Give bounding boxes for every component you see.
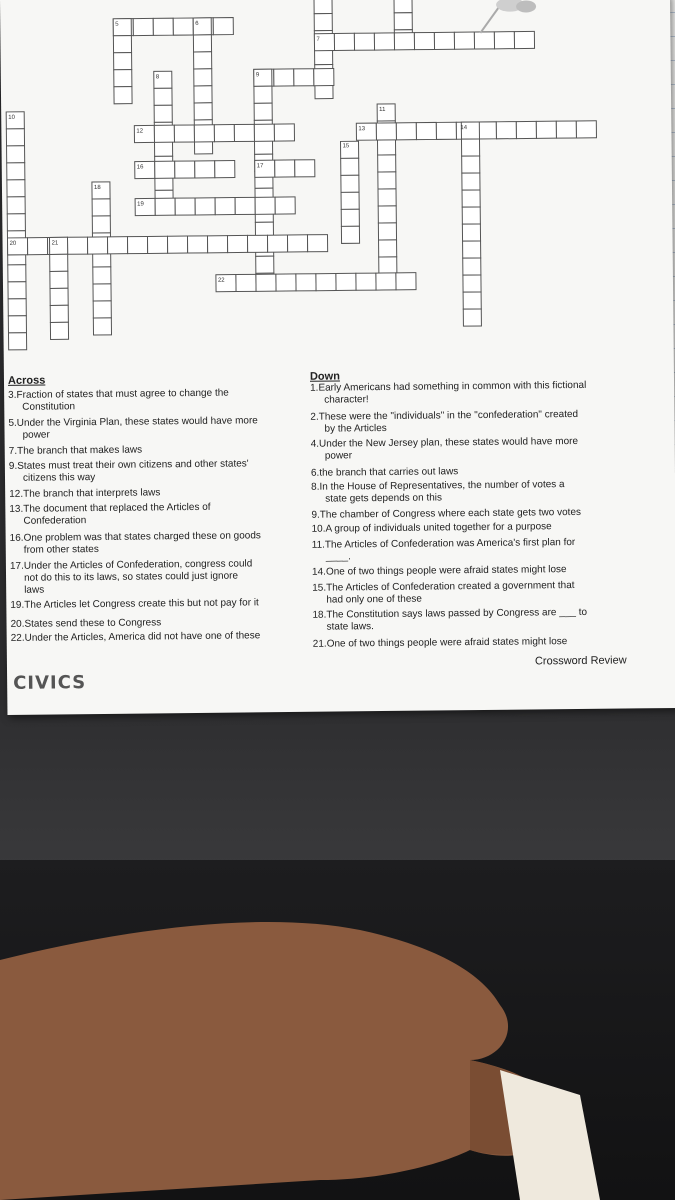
grid-cell[interactable] (496, 122, 516, 139)
down-clue (310, 409, 578, 436)
clue-text-continued: ____. (325, 551, 351, 563)
grid-cell[interactable] (276, 274, 296, 291)
grid-cell[interactable] (114, 53, 132, 70)
grid-cell[interactable] (275, 197, 295, 214)
clue-number: 17. (9, 560, 24, 572)
grid-number: 5 (115, 21, 119, 28)
grid-cell[interactable] (93, 284, 111, 301)
grid-cell[interactable] (7, 197, 25, 214)
grid-cell[interactable] (516, 121, 536, 138)
clue-text: The Articles of Confederation created a government that (326, 580, 575, 594)
grid-cell[interactable] (378, 189, 396, 206)
clue-text-continued: power (324, 450, 353, 462)
clue-text-continued: state laws. (326, 621, 374, 633)
grid-cell[interactable] (462, 156, 480, 173)
grid-number: 21 (51, 240, 59, 247)
grid-cell[interactable] (195, 161, 215, 178)
grid-cell[interactable] (462, 190, 480, 207)
clue-text-continued: laws (24, 584, 45, 596)
across-clue (8, 415, 258, 442)
grid-cell[interactable] (378, 206, 396, 223)
grid-cell[interactable] (153, 18, 173, 35)
clue-text: Under the New Jersey plan, these states would have more (318, 435, 579, 450)
clue-text-continued: Constitution (22, 401, 76, 413)
grid-cell[interactable] (376, 273, 396, 290)
grid-cell[interactable] (341, 175, 359, 192)
across-clue (9, 502, 210, 528)
grid-number: 18 (93, 184, 101, 192)
grid-cell[interactable] (267, 235, 287, 252)
grid-cell[interactable] (341, 209, 359, 226)
grid-cell[interactable] (133, 18, 153, 35)
clue-number: 4. (310, 438, 320, 450)
grid-cell[interactable] (235, 197, 255, 214)
grid-cell[interactable] (7, 214, 25, 231)
grid-cell[interactable] (436, 122, 456, 139)
clue-text: The branch that makes laws (17, 444, 143, 457)
grid-cell[interactable] (295, 160, 315, 177)
grid-cell[interactable] (93, 318, 111, 335)
grid-cell[interactable] (154, 105, 172, 122)
grid-cell[interactable] (6, 129, 24, 146)
down-clue (311, 436, 579, 463)
clue-text: States send these to Congress (24, 617, 162, 630)
grid-cell[interactable] (50, 305, 68, 322)
grid-cell[interactable] (8, 282, 26, 299)
grid-cell[interactable] (341, 192, 359, 209)
grid-number: 14 (460, 125, 468, 132)
grid-cell[interactable] (214, 125, 234, 142)
clue-text: One problem was that states charged these on goods (23, 530, 261, 544)
grid-number: 8 (155, 74, 160, 81)
grid-cell[interactable] (93, 267, 111, 284)
grid-cell[interactable] (354, 33, 374, 50)
grid-cell[interactable] (396, 123, 416, 140)
across-clue (10, 617, 161, 631)
clue-text: The Constitution says laws passed by Congress are ___ to (326, 606, 588, 621)
grid-cell[interactable] (107, 237, 127, 254)
across-clue (9, 458, 249, 485)
clue-text: These were the "individuals" in the "confederation" created (318, 408, 579, 423)
grid-cell[interactable] (256, 274, 276, 291)
clue-text: One of two things people were afraid states might lose (326, 636, 568, 650)
grid-number: 6 (195, 20, 199, 27)
grid-cell[interactable] (341, 158, 359, 175)
grid-cell[interactable] (194, 86, 212, 103)
grid-cell[interactable] (174, 125, 194, 142)
grid-cell[interactable] (247, 235, 267, 252)
grid-cell[interactable] (254, 103, 272, 120)
clue-text: Under the Articles of Confederation, congress could (23, 558, 253, 572)
grid-cell[interactable] (215, 161, 235, 178)
grid-cell[interactable] (175, 161, 195, 178)
clue-number: 8. (311, 481, 320, 493)
grid-cell[interactable] (341, 226, 359, 243)
clue-text: Under the Virginia Plan, these states would have more (16, 415, 258, 429)
clue-number: 11. (311, 539, 325, 551)
grid-number: 13 (358, 126, 366, 133)
grid-cell[interactable] (416, 122, 436, 139)
across-clue (10, 597, 259, 612)
grid-cell[interactable] (114, 87, 132, 104)
clue-number: 5. (8, 417, 17, 429)
down-clue (312, 607, 587, 634)
grid-cell[interactable] (254, 124, 274, 141)
crossword-grid (0, 0, 674, 370)
grid-cell[interactable] (155, 198, 175, 215)
down-clue (312, 580, 575, 607)
grid-cell[interactable] (113, 36, 131, 53)
grid-cell[interactable] (227, 235, 247, 252)
clue-text-continued: power (22, 429, 50, 441)
grid-cell[interactable] (92, 199, 110, 216)
grid-cell[interactable] (167, 236, 187, 253)
grid-cell[interactable] (334, 33, 354, 50)
grid-cell[interactable] (296, 274, 316, 291)
grid-cell[interactable] (194, 125, 214, 142)
down-clue (313, 636, 568, 651)
down-clue (311, 466, 458, 480)
grid-cell[interactable] (87, 237, 107, 254)
across-heading: Across (7, 374, 46, 387)
grid-cell[interactable] (307, 235, 327, 252)
grid-cell[interactable] (556, 121, 576, 138)
table-surface (0, 700, 675, 880)
down-clue (312, 564, 567, 579)
grid-cell[interactable] (50, 254, 68, 271)
grid-cell[interactable] (50, 322, 68, 339)
grid-cell[interactable] (379, 240, 397, 257)
grid-cell[interactable] (394, 33, 414, 50)
clue-number: 9. (8, 460, 18, 472)
clue-number: 9. (311, 509, 320, 521)
grid-number: 12 (136, 128, 144, 135)
grid-cell[interactable] (195, 198, 215, 215)
clue-number: 22. (10, 632, 25, 644)
grid-number: 11 (379, 106, 386, 114)
grid-cell[interactable] (213, 18, 233, 35)
clue-number: 1. (310, 382, 319, 394)
grid-cell[interactable] (7, 146, 25, 163)
clue-number: 21. (312, 638, 327, 650)
clue-text-continued: character! (324, 394, 369, 406)
clue-text: The branch that interprets laws (23, 487, 161, 500)
grid-number: 20 (9, 240, 17, 247)
clue-text: The Articles let Congress create this but not pay for it (24, 597, 259, 611)
grid-cell[interactable] (462, 224, 480, 241)
grid-cell[interactable] (215, 198, 235, 215)
grid-cell[interactable] (274, 124, 294, 141)
hand (0, 910, 675, 1200)
clue-text: The chamber of Congress where each state gets two votes (319, 506, 582, 521)
clue-text: The document that replaced the Articles of (23, 501, 211, 515)
clue-number: 15. (312, 582, 327, 594)
grid-cell[interactable] (294, 69, 314, 86)
grid-cell[interactable] (147, 236, 167, 253)
grid-cell[interactable] (287, 235, 307, 252)
grid-cell[interactable] (536, 121, 556, 138)
grid-cell[interactable] (256, 256, 274, 273)
grid-cell[interactable] (274, 69, 294, 86)
grid-cell[interactable] (7, 163, 25, 180)
grid-cell[interactable] (434, 32, 454, 49)
clue-text: A group of individuals united together for a purpose (325, 521, 552, 535)
grid-cell[interactable] (92, 216, 110, 233)
grid-cell[interactable] (114, 70, 132, 87)
clue-text: Fraction of states that must agree to change the (16, 387, 229, 401)
grid-cell[interactable] (236, 274, 256, 291)
grid-cell[interactable] (414, 32, 434, 49)
grid-cell[interactable] (376, 123, 396, 140)
grid-cell[interactable] (93, 301, 111, 318)
grid-number: 15 (342, 143, 350, 150)
down-clue (312, 537, 576, 564)
grid-cell[interactable] (254, 86, 272, 103)
across-clue (9, 487, 160, 501)
clue-text-continued: not do this to its laws, so states could just ignore (23, 570, 239, 584)
grid-cell[interactable] (378, 155, 396, 172)
grid-cell[interactable] (8, 265, 26, 282)
clue-number: 7. (8, 445, 18, 457)
grid-cell[interactable] (8, 299, 26, 316)
clue-text: Early Americans had something in common with this fictional (318, 379, 587, 394)
grid-number: 19 (137, 201, 144, 208)
clue-number: 10. (311, 523, 326, 535)
grid-cell[interactable] (462, 173, 480, 190)
clue-text-continued: Confederation (23, 515, 87, 527)
grid-cell[interactable] (187, 236, 207, 253)
grid-cell[interactable] (194, 69, 212, 86)
grid-cell[interactable] (127, 236, 147, 253)
clue-text-continued: citizens this way (22, 472, 96, 484)
grid-cell[interactable] (193, 35, 211, 52)
grid-cell[interactable] (576, 121, 596, 138)
grid-cell[interactable] (154, 88, 172, 105)
grid-cell[interactable] (314, 14, 332, 31)
grid-cell[interactable] (7, 180, 25, 197)
clue-number: 16. (9, 532, 24, 544)
clue-text-continued: by the Articles (324, 422, 387, 435)
clue-text: States must treat their own citizens and other states' (17, 458, 249, 472)
grid-cell[interactable] (463, 275, 481, 292)
grid-cell[interactable] (154, 125, 174, 142)
across-clue (9, 445, 143, 458)
grid-cell[interactable] (314, 69, 334, 86)
clue-text: the branch that carries out laws (319, 466, 459, 479)
grid-number: 17 (256, 163, 264, 170)
across-clue (10, 558, 253, 597)
down-clue (311, 507, 581, 522)
grid-cell[interactable] (396, 273, 416, 290)
grid-cell[interactable] (394, 0, 412, 13)
across-clue (10, 530, 262, 557)
grid-cell[interactable] (461, 139, 479, 156)
down-heading: Down (309, 370, 340, 383)
clue-number: 20. (10, 618, 25, 630)
grid-cell[interactable] (378, 223, 396, 240)
grid-cell[interactable] (463, 309, 481, 326)
grid-number: 10 (8, 114, 15, 121)
grid-cell[interactable] (50, 288, 68, 305)
down-clue (312, 521, 552, 536)
grid-cell[interactable] (155, 161, 175, 178)
clue-number: 12. (9, 488, 24, 500)
grid-cell[interactable] (462, 207, 480, 224)
worksheet-title: Crossword Review (534, 654, 627, 668)
grid-cell[interactable] (463, 292, 481, 309)
clue-text: The Articles of Confederation was America's first plan for (324, 537, 576, 551)
grid-cell[interactable] (194, 52, 212, 69)
grid-cell[interactable] (275, 160, 295, 177)
grid-cell[interactable] (173, 18, 193, 35)
across-clue (11, 630, 261, 645)
grid-cell[interactable] (374, 33, 394, 50)
clue-text-continued: from other states (23, 543, 99, 556)
grid-cell[interactable] (316, 273, 336, 290)
grid-cell[interactable] (8, 333, 26, 350)
clue-text: In the House of Representatives, the number of votes a (319, 479, 565, 493)
clue-number: 19. (10, 599, 25, 611)
grid-cell[interactable] (463, 241, 481, 258)
grid-cell[interactable] (194, 103, 212, 120)
grid-cell[interactable] (314, 0, 332, 14)
grid-number: 22 (217, 277, 225, 284)
across-clue (8, 388, 229, 414)
clue-number: 3. (8, 389, 17, 401)
flower-decoration (470, 0, 550, 40)
clue-number: 2. (310, 411, 319, 423)
grid-cell[interactable] (336, 273, 356, 290)
grid-cell[interactable] (356, 273, 376, 290)
civics-logo: CIVICS (13, 672, 87, 694)
clue-text: Under the Articles, America did not have one of these (24, 630, 261, 644)
grid-cell[interactable] (234, 124, 254, 141)
grid-cell[interactable] (207, 236, 227, 253)
clue-text: One of two things people were afraid states might lose (325, 564, 567, 578)
grid-cell[interactable] (255, 197, 275, 214)
grid-cell[interactable] (379, 257, 397, 274)
grid-cell[interactable] (394, 13, 412, 30)
grid-number: 9 (255, 72, 260, 79)
grid-cell[interactable] (27, 238, 47, 255)
grid-cell[interactable] (378, 172, 396, 189)
grid-cell[interactable] (67, 237, 87, 254)
down-clue (311, 479, 565, 506)
grid-cell[interactable] (50, 271, 68, 288)
grid-cell[interactable] (8, 316, 26, 333)
clue-text-continued: state gets depends on this (325, 492, 443, 505)
clue-number: 6. (310, 467, 320, 479)
grid-cell[interactable] (463, 258, 481, 275)
grid-cell[interactable] (175, 198, 195, 215)
grid-number: 16 (136, 164, 144, 171)
clue-number: 13. (9, 503, 24, 515)
clue-number: 14. (311, 566, 326, 578)
clue-number: 18. (312, 609, 327, 621)
grid-number: 7 (316, 36, 320, 43)
down-clue (310, 380, 586, 407)
clue-text-continued: had only one of these (326, 593, 422, 606)
